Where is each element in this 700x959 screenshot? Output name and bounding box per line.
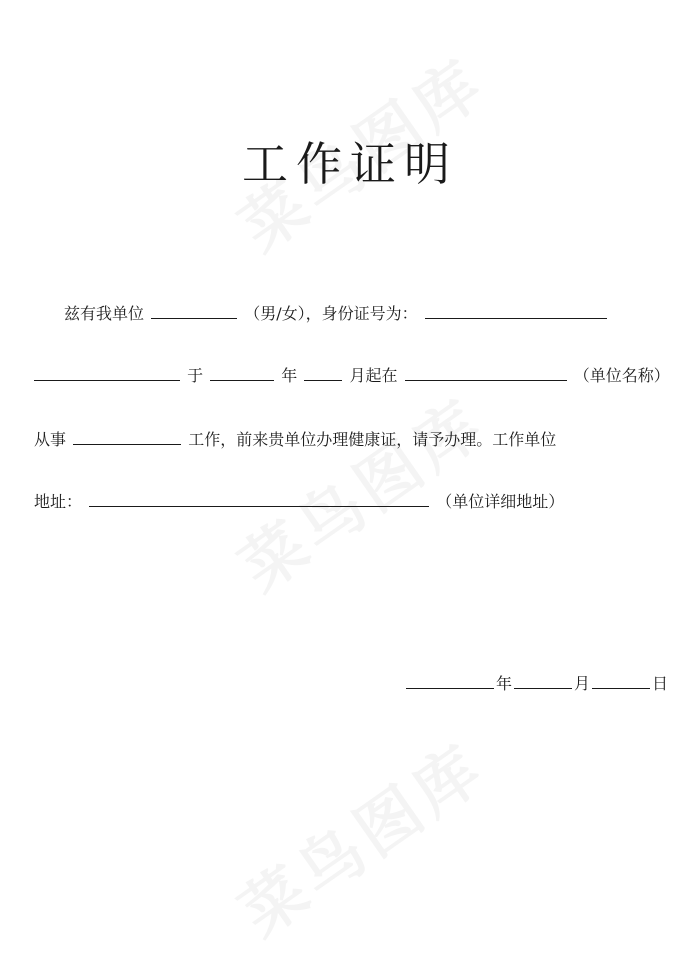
name-blank[interactable]: [151, 300, 237, 319]
paragraph-line-2: [34, 362, 668, 388]
text-segment: （男/女），身份证号为：: [244, 304, 418, 323]
text-segment: （单位名称）: [573, 366, 670, 385]
watermark: [219, 718, 501, 954]
text-segment: 兹有我单位: [64, 304, 145, 323]
date-line: [404, 670, 668, 696]
start-month-blank[interactable]: [304, 362, 342, 381]
paragraph-line-4: [34, 488, 668, 514]
date-month-label: 月: [573, 674, 590, 693]
date-year-label: 年: [495, 674, 512, 693]
text-segment: 于: [187, 366, 204, 385]
text-segment: （单位详细地址）: [436, 492, 565, 511]
address-blank[interactable]: [89, 488, 429, 507]
paragraph-line-1: [34, 300, 668, 326]
job-type-blank[interactable]: [73, 426, 181, 445]
date-year-blank[interactable]: [406, 670, 494, 689]
text-segment: 月起在: [349, 366, 398, 385]
id-number-continued-blank[interactable]: [34, 362, 180, 381]
start-year-blank[interactable]: [210, 362, 274, 381]
text-segment: 地址：: [34, 492, 83, 511]
id-number-blank[interactable]: [425, 300, 607, 319]
document-title: 工作证明: [242, 137, 458, 191]
text-segment: 年: [281, 366, 298, 385]
date-day-label: 日: [651, 674, 668, 693]
date-day-blank[interactable]: [592, 670, 650, 689]
company-name-blank[interactable]: [405, 362, 567, 381]
date-month-blank[interactable]: [514, 670, 572, 689]
text-segment: 工作，前来贵单位办理健康证，请予办理。工作单位: [188, 430, 557, 449]
paragraph-line-3: [34, 426, 668, 452]
text-segment: 从事: [34, 430, 67, 449]
